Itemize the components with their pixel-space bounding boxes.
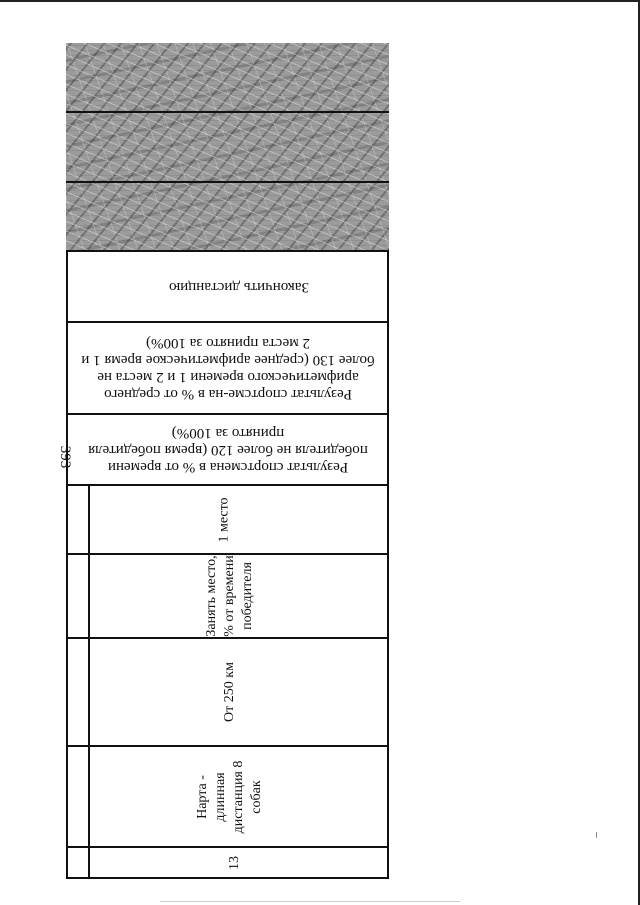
place-text: 1 место <box>216 496 232 543</box>
cell-distance <box>190 639 270 745</box>
discipline-text: Нарта - длинная дистанция 8 собак <box>195 760 264 833</box>
criterion-average-text: Результат спортсме-на в % от среднего арифметического времени 1 и 2 места не более 130 (среднее арифметическое время 1 и 2 места принято за 100%) <box>80 335 375 402</box>
qualifier-text: Занять место, % от времени победителя <box>204 555 255 637</box>
cell-finish <box>90 252 387 321</box>
shaded-area <box>66 43 389 251</box>
index-text: 13 <box>227 855 242 870</box>
cell-criterion-winner <box>68 415 387 484</box>
cell-place <box>190 486 260 553</box>
margin-mark <box>596 832 597 838</box>
cell-qualifier <box>185 555 275 637</box>
cell-criterion-average <box>68 323 387 413</box>
cell-discipline <box>180 747 280 846</box>
row-divider <box>66 111 389 113</box>
bottom-line <box>160 901 460 902</box>
finish-text: Закончить дистанцию <box>168 279 309 295</box>
row-divider <box>66 181 389 183</box>
criterion-winner-text: Результат спортсмена в % от времени победителя не более 120 (время победителя принято за 100%) <box>87 425 368 475</box>
page-number: 393 <box>57 445 73 469</box>
column-divider <box>88 485 90 879</box>
distance-text: От 250 км <box>221 662 237 722</box>
cell-index <box>215 848 255 877</box>
